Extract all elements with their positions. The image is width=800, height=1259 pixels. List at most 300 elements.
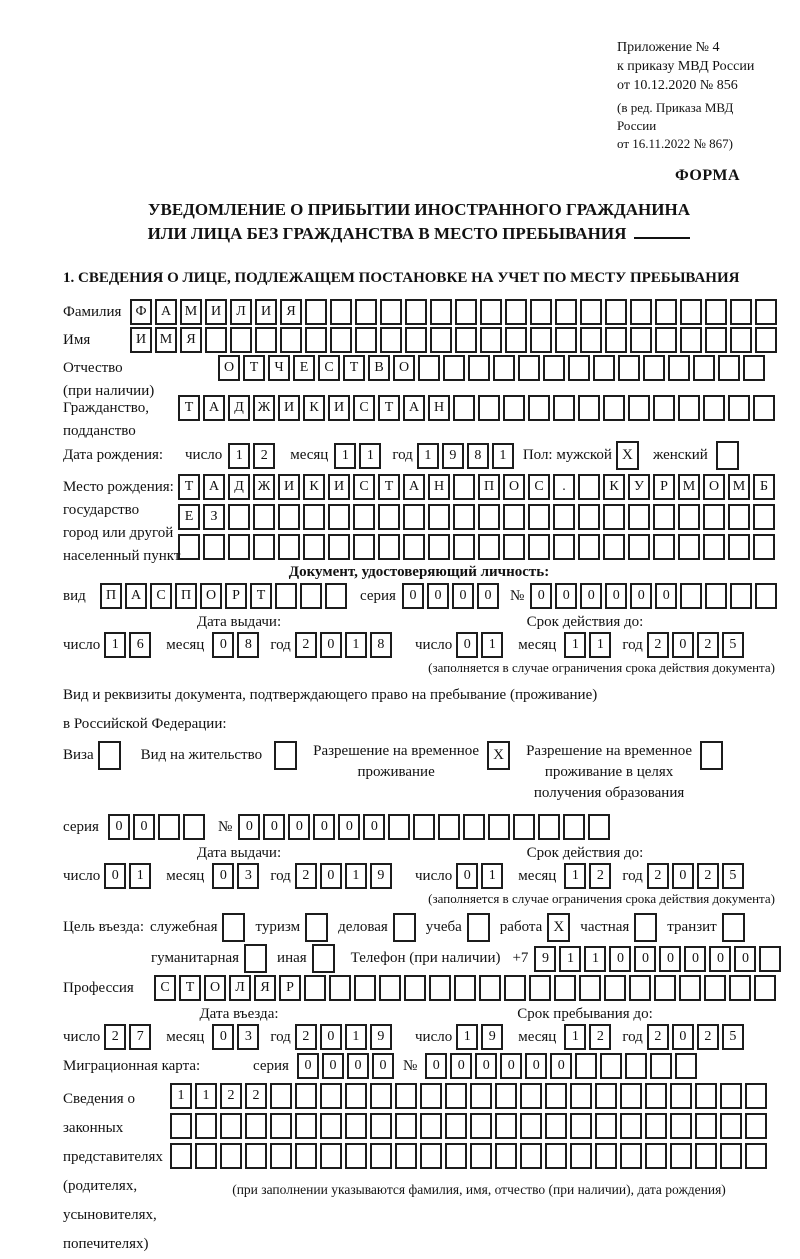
char-cell[interactable]: А — [125, 583, 147, 609]
char-cell[interactable] — [643, 355, 665, 381]
char-cell[interactable] — [353, 504, 375, 530]
char-cell[interactable] — [720, 1113, 742, 1139]
char-cell[interactable]: . — [553, 474, 575, 500]
char-cell[interactable] — [455, 327, 477, 353]
char-cell[interactable] — [505, 299, 527, 325]
char-cell[interactable] — [454, 975, 476, 1001]
char-cell[interactable]: 0 — [530, 583, 552, 609]
char-cell[interactable]: 0 — [672, 1024, 694, 1050]
char-cell[interactable] — [303, 534, 325, 560]
char-cell[interactable]: Е — [178, 504, 200, 530]
char-cell[interactable] — [480, 299, 502, 325]
char-cell[interactable]: Я — [280, 299, 302, 325]
edu-permit-checkbox[interactable] — [700, 741, 723, 770]
char-cell[interactable]: Ж — [253, 395, 275, 421]
char-cell[interactable]: Ж — [253, 474, 275, 500]
char-cell[interactable] — [575, 1053, 597, 1079]
char-cell[interactable] — [428, 504, 450, 530]
char-cell[interactable] — [745, 1083, 767, 1109]
char-cell[interactable] — [705, 327, 727, 353]
char-cell[interactable] — [580, 299, 602, 325]
char-cell[interactable]: А — [203, 474, 225, 500]
char-cell[interactable]: 0 — [363, 814, 385, 840]
char-cell[interactable] — [670, 1083, 692, 1109]
char-cell[interactable] — [304, 975, 326, 1001]
char-cell[interactable] — [520, 1083, 542, 1109]
char-cell[interactable]: 2 — [697, 1024, 719, 1050]
char-cell[interactable] — [538, 814, 560, 840]
char-cell[interactable] — [645, 1143, 667, 1169]
char-cell[interactable] — [705, 583, 727, 609]
char-cell[interactable] — [618, 355, 640, 381]
char-cell[interactable]: О — [204, 975, 226, 1001]
char-cell[interactable]: 1 — [481, 863, 503, 889]
char-cell[interactable]: И — [328, 395, 350, 421]
char-cell[interactable] — [453, 504, 475, 530]
purpose-private-checkbox[interactable] — [634, 913, 657, 942]
char-cell[interactable] — [645, 1113, 667, 1139]
char-cell[interactable]: Р — [225, 583, 247, 609]
char-cell[interactable]: 1 — [417, 443, 439, 469]
char-cell[interactable] — [295, 1143, 317, 1169]
char-cell[interactable]: 2 — [697, 632, 719, 658]
char-cell[interactable] — [480, 327, 502, 353]
char-cell[interactable] — [403, 534, 425, 560]
char-cell[interactable]: 9 — [370, 863, 392, 889]
char-cell[interactable] — [228, 534, 250, 560]
char-cell[interactable] — [253, 504, 275, 530]
char-cell[interactable]: 0 — [338, 814, 360, 840]
char-cell[interactable]: 1 — [129, 863, 151, 889]
char-cell[interactable] — [445, 1113, 467, 1139]
char-cell[interactable]: И — [328, 474, 350, 500]
char-cell[interactable] — [468, 355, 490, 381]
char-cell[interactable] — [370, 1143, 392, 1169]
char-cell[interactable]: И — [205, 299, 227, 325]
char-cell[interactable]: 1 — [345, 1024, 367, 1050]
char-cell[interactable] — [404, 975, 426, 1001]
char-cell[interactable] — [438, 814, 460, 840]
char-cell[interactable]: 1 — [584, 946, 606, 972]
char-cell[interactable]: 9 — [370, 1024, 392, 1050]
char-cell[interactable]: У — [628, 474, 650, 500]
char-cell[interactable] — [178, 534, 200, 560]
char-cell[interactable] — [753, 504, 775, 530]
residence-permit-checkbox[interactable] — [274, 741, 297, 770]
char-cell[interactable]: Т — [343, 355, 365, 381]
char-cell[interactable]: 0 — [734, 946, 756, 972]
char-cell[interactable]: 1 — [564, 863, 586, 889]
temp-permit-checkbox[interactable]: X — [487, 741, 510, 770]
char-cell[interactable] — [730, 583, 752, 609]
char-cell[interactable] — [345, 1113, 367, 1139]
char-cell[interactable] — [445, 1143, 467, 1169]
char-cell[interactable] — [503, 395, 525, 421]
char-cell[interactable]: 2 — [253, 443, 275, 469]
char-cell[interactable]: 0 — [609, 946, 631, 972]
char-cell[interactable] — [230, 327, 252, 353]
char-cell[interactable] — [655, 327, 677, 353]
char-cell[interactable] — [695, 1083, 717, 1109]
char-cell[interactable] — [445, 1083, 467, 1109]
char-cell[interactable] — [678, 534, 700, 560]
char-cell[interactable]: 1 — [104, 632, 126, 658]
char-cell[interactable]: 0 — [684, 946, 706, 972]
char-cell[interactable] — [655, 299, 677, 325]
char-cell[interactable]: 0 — [425, 1053, 447, 1079]
char-cell[interactable] — [628, 504, 650, 530]
char-cell[interactable] — [754, 975, 776, 1001]
char-cell[interactable] — [443, 355, 465, 381]
purpose-humanitarian-checkbox[interactable] — [244, 944, 267, 973]
char-cell[interactable] — [503, 534, 525, 560]
char-cell[interactable] — [453, 534, 475, 560]
char-cell[interactable] — [528, 504, 550, 530]
char-cell[interactable]: 0 — [659, 946, 681, 972]
char-cell[interactable]: 2 — [589, 863, 611, 889]
char-cell[interactable] — [679, 975, 701, 1001]
char-cell[interactable] — [670, 1113, 692, 1139]
char-cell[interactable] — [418, 355, 440, 381]
char-cell[interactable]: 1 — [456, 1024, 478, 1050]
char-cell[interactable] — [420, 1143, 442, 1169]
char-cell[interactable] — [620, 1113, 642, 1139]
char-cell[interactable] — [380, 299, 402, 325]
char-cell[interactable]: С — [353, 395, 375, 421]
char-cell[interactable]: 0 — [402, 583, 424, 609]
char-cell[interactable] — [220, 1143, 242, 1169]
char-cell[interactable]: 1 — [170, 1083, 192, 1109]
char-cell[interactable]: К — [603, 474, 625, 500]
purpose-work-checkbox[interactable]: X — [547, 913, 570, 942]
char-cell[interactable]: Т — [243, 355, 265, 381]
char-cell[interactable]: 8 — [237, 632, 259, 658]
char-cell[interactable] — [695, 1113, 717, 1139]
char-cell[interactable]: 0 — [212, 863, 234, 889]
char-cell[interactable]: 0 — [313, 814, 335, 840]
char-cell[interactable] — [730, 299, 752, 325]
char-cell[interactable]: 0 — [320, 863, 342, 889]
char-cell[interactable]: 2 — [220, 1083, 242, 1109]
char-cell[interactable] — [280, 327, 302, 353]
char-cell[interactable] — [605, 299, 627, 325]
char-cell[interactable] — [203, 534, 225, 560]
char-cell[interactable] — [603, 504, 625, 530]
char-cell[interactable] — [528, 534, 550, 560]
char-cell[interactable] — [470, 1143, 492, 1169]
char-cell[interactable] — [420, 1113, 442, 1139]
char-cell[interactable]: 2 — [647, 1024, 669, 1050]
char-cell[interactable] — [325, 583, 347, 609]
char-cell[interactable] — [604, 975, 626, 1001]
char-cell[interactable]: 9 — [534, 946, 556, 972]
char-cell[interactable]: П — [100, 583, 122, 609]
char-cell[interactable] — [545, 1083, 567, 1109]
char-cell[interactable]: 0 — [212, 632, 234, 658]
sex-female-checkbox[interactable] — [716, 441, 739, 470]
char-cell[interactable] — [430, 299, 452, 325]
char-cell[interactable] — [495, 1143, 517, 1169]
char-cell[interactable] — [328, 504, 350, 530]
char-cell[interactable] — [670, 1143, 692, 1169]
purpose-transit-checkbox[interactable] — [722, 913, 745, 942]
char-cell[interactable] — [628, 395, 650, 421]
char-cell[interactable]: О — [218, 355, 240, 381]
char-cell[interactable] — [370, 1113, 392, 1139]
char-cell[interactable]: 1 — [359, 443, 381, 469]
char-cell[interactable]: 0 — [450, 1053, 472, 1079]
char-cell[interactable] — [755, 299, 777, 325]
char-cell[interactable] — [545, 1113, 567, 1139]
char-cell[interactable]: С — [353, 474, 375, 500]
char-cell[interactable] — [428, 534, 450, 560]
char-cell[interactable] — [603, 534, 625, 560]
char-cell[interactable]: Р — [279, 975, 301, 1001]
char-cell[interactable] — [730, 327, 752, 353]
char-cell[interactable] — [530, 299, 552, 325]
char-cell[interactable]: О — [503, 474, 525, 500]
char-cell[interactable] — [478, 534, 500, 560]
char-cell[interactable] — [413, 814, 435, 840]
char-cell[interactable]: Р — [653, 474, 675, 500]
char-cell[interactable] — [570, 1083, 592, 1109]
char-cell[interactable] — [429, 975, 451, 1001]
char-cell[interactable] — [595, 1083, 617, 1109]
char-cell[interactable] — [330, 299, 352, 325]
char-cell[interactable]: К — [303, 395, 325, 421]
char-cell[interactable] — [278, 504, 300, 530]
char-cell[interactable]: Е — [293, 355, 315, 381]
char-cell[interactable]: 0 — [630, 583, 652, 609]
char-cell[interactable] — [718, 355, 740, 381]
char-cell[interactable] — [704, 975, 726, 1001]
char-cell[interactable]: 2 — [295, 632, 317, 658]
char-cell[interactable] — [270, 1083, 292, 1109]
visa-checkbox[interactable] — [98, 741, 121, 770]
char-cell[interactable]: 2 — [104, 1024, 126, 1050]
char-cell[interactable] — [578, 474, 600, 500]
char-cell[interactable]: М — [155, 327, 177, 353]
char-cell[interactable]: Т — [250, 583, 272, 609]
char-cell[interactable] — [245, 1143, 267, 1169]
char-cell[interactable]: А — [403, 474, 425, 500]
char-cell[interactable] — [578, 534, 600, 560]
char-cell[interactable] — [295, 1113, 317, 1139]
char-cell[interactable] — [759, 946, 781, 972]
char-cell[interactable] — [455, 299, 477, 325]
char-cell[interactable] — [453, 395, 475, 421]
char-cell[interactable]: 1 — [589, 632, 611, 658]
char-cell[interactable] — [320, 1143, 342, 1169]
purpose-tourism-checkbox[interactable] — [305, 913, 328, 942]
char-cell[interactable] — [593, 355, 615, 381]
char-cell[interactable]: П — [175, 583, 197, 609]
char-cell[interactable] — [729, 975, 751, 1001]
char-cell[interactable] — [680, 327, 702, 353]
char-cell[interactable]: 0 — [605, 583, 627, 609]
char-cell[interactable] — [755, 327, 777, 353]
char-cell[interactable] — [705, 299, 727, 325]
char-cell[interactable]: 2 — [647, 863, 669, 889]
char-cell[interactable] — [553, 534, 575, 560]
char-cell[interactable] — [253, 534, 275, 560]
char-cell[interactable] — [255, 327, 277, 353]
char-cell[interactable]: 0 — [477, 583, 499, 609]
char-cell[interactable] — [470, 1113, 492, 1139]
char-cell[interactable] — [743, 355, 765, 381]
char-cell[interactable]: 1 — [345, 863, 367, 889]
char-cell[interactable]: 6 — [129, 632, 151, 658]
char-cell[interactable] — [528, 395, 550, 421]
char-cell[interactable]: 0 — [133, 814, 155, 840]
char-cell[interactable] — [680, 583, 702, 609]
char-cell[interactable] — [703, 504, 725, 530]
char-cell[interactable]: 0 — [500, 1053, 522, 1079]
char-cell[interactable]: 1 — [228, 443, 250, 469]
char-cell[interactable]: О — [703, 474, 725, 500]
char-cell[interactable] — [630, 299, 652, 325]
char-cell[interactable] — [305, 299, 327, 325]
char-cell[interactable]: 0 — [104, 863, 126, 889]
char-cell[interactable] — [520, 1113, 542, 1139]
char-cell[interactable] — [595, 1143, 617, 1169]
char-cell[interactable] — [275, 583, 297, 609]
char-cell[interactable] — [453, 474, 475, 500]
char-cell[interactable] — [578, 395, 600, 421]
char-cell[interactable] — [395, 1113, 417, 1139]
char-cell[interactable] — [579, 975, 601, 1001]
char-cell[interactable] — [520, 1143, 542, 1169]
char-cell[interactable] — [553, 395, 575, 421]
char-cell[interactable]: 2 — [295, 863, 317, 889]
char-cell[interactable] — [588, 814, 610, 840]
char-cell[interactable] — [353, 534, 375, 560]
char-cell[interactable] — [728, 534, 750, 560]
char-cell[interactable] — [653, 534, 675, 560]
char-cell[interactable]: 0 — [288, 814, 310, 840]
char-cell[interactable] — [495, 1083, 517, 1109]
char-cell[interactable] — [195, 1143, 217, 1169]
char-cell[interactable]: Л — [230, 299, 252, 325]
char-cell[interactable] — [570, 1113, 592, 1139]
char-cell[interactable] — [488, 814, 510, 840]
char-cell[interactable]: 0 — [525, 1053, 547, 1079]
char-cell[interactable] — [320, 1113, 342, 1139]
char-cell[interactable] — [355, 327, 377, 353]
char-cell[interactable] — [228, 504, 250, 530]
char-cell[interactable] — [728, 504, 750, 530]
char-cell[interactable] — [720, 1083, 742, 1109]
char-cell[interactable]: 0 — [655, 583, 677, 609]
char-cell[interactable] — [405, 299, 427, 325]
char-cell[interactable] — [745, 1143, 767, 1169]
char-cell[interactable]: 0 — [456, 632, 478, 658]
char-cell[interactable] — [270, 1113, 292, 1139]
char-cell[interactable] — [478, 504, 500, 530]
char-cell[interactable] — [703, 534, 725, 560]
char-cell[interactable]: 0 — [709, 946, 731, 972]
char-cell[interactable] — [278, 534, 300, 560]
char-cell[interactable] — [395, 1083, 417, 1109]
char-cell[interactable]: 0 — [320, 632, 342, 658]
char-cell[interactable] — [493, 355, 515, 381]
char-cell[interactable] — [420, 1083, 442, 1109]
char-cell[interactable]: 2 — [697, 863, 719, 889]
sex-male-checkbox[interactable]: X — [616, 441, 639, 470]
char-cell[interactable]: С — [528, 474, 550, 500]
char-cell[interactable] — [330, 327, 352, 353]
char-cell[interactable]: Я — [254, 975, 276, 1001]
char-cell[interactable]: А — [155, 299, 177, 325]
char-cell[interactable] — [555, 327, 577, 353]
char-cell[interactable]: Ч — [268, 355, 290, 381]
char-cell[interactable]: 1 — [564, 1024, 586, 1050]
char-cell[interactable]: 5 — [722, 632, 744, 658]
char-cell[interactable] — [680, 299, 702, 325]
char-cell[interactable] — [513, 814, 535, 840]
char-cell[interactable] — [675, 1053, 697, 1079]
char-cell[interactable] — [529, 975, 551, 1001]
char-cell[interactable] — [745, 1113, 767, 1139]
char-cell[interactable] — [703, 395, 725, 421]
char-cell[interactable] — [653, 504, 675, 530]
char-cell[interactable]: 7 — [129, 1024, 151, 1050]
char-cell[interactable]: К — [303, 474, 325, 500]
purpose-study-checkbox[interactable] — [467, 913, 490, 942]
char-cell[interactable] — [380, 327, 402, 353]
char-cell[interactable] — [678, 395, 700, 421]
char-cell[interactable] — [580, 327, 602, 353]
char-cell[interactable] — [695, 1143, 717, 1169]
char-cell[interactable] — [543, 355, 565, 381]
char-cell[interactable]: Т — [178, 395, 200, 421]
char-cell[interactable] — [170, 1113, 192, 1139]
char-cell[interactable] — [183, 814, 205, 840]
char-cell[interactable] — [578, 504, 600, 530]
char-cell[interactable]: 2 — [647, 632, 669, 658]
char-cell[interactable] — [545, 1143, 567, 1169]
char-cell[interactable] — [518, 355, 540, 381]
char-cell[interactable]: 2 — [245, 1083, 267, 1109]
char-cell[interactable] — [605, 327, 627, 353]
char-cell[interactable] — [654, 975, 676, 1001]
char-cell[interactable]: 1 — [195, 1083, 217, 1109]
purpose-business-checkbox[interactable] — [393, 913, 416, 942]
char-cell[interactable] — [628, 534, 650, 560]
char-cell[interactable]: 1 — [559, 946, 581, 972]
char-cell[interactable]: 5 — [722, 863, 744, 889]
char-cell[interactable] — [620, 1083, 642, 1109]
char-cell[interactable] — [693, 355, 715, 381]
char-cell[interactable]: 0 — [672, 632, 694, 658]
char-cell[interactable] — [495, 1113, 517, 1139]
char-cell[interactable]: И — [278, 474, 300, 500]
char-cell[interactable]: 0 — [297, 1053, 319, 1079]
char-cell[interactable]: 0 — [672, 863, 694, 889]
char-cell[interactable]: 9 — [442, 443, 464, 469]
char-cell[interactable] — [388, 814, 410, 840]
char-cell[interactable]: 1 — [334, 443, 356, 469]
char-cell[interactable] — [345, 1143, 367, 1169]
char-cell[interactable]: 1 — [564, 632, 586, 658]
char-cell[interactable]: 0 — [347, 1053, 369, 1079]
char-cell[interactable]: 0 — [322, 1053, 344, 1079]
char-cell[interactable] — [504, 975, 526, 1001]
char-cell[interactable]: 5 — [722, 1024, 744, 1050]
char-cell[interactable] — [603, 395, 625, 421]
char-cell[interactable] — [370, 1083, 392, 1109]
char-cell[interactable]: 0 — [238, 814, 260, 840]
